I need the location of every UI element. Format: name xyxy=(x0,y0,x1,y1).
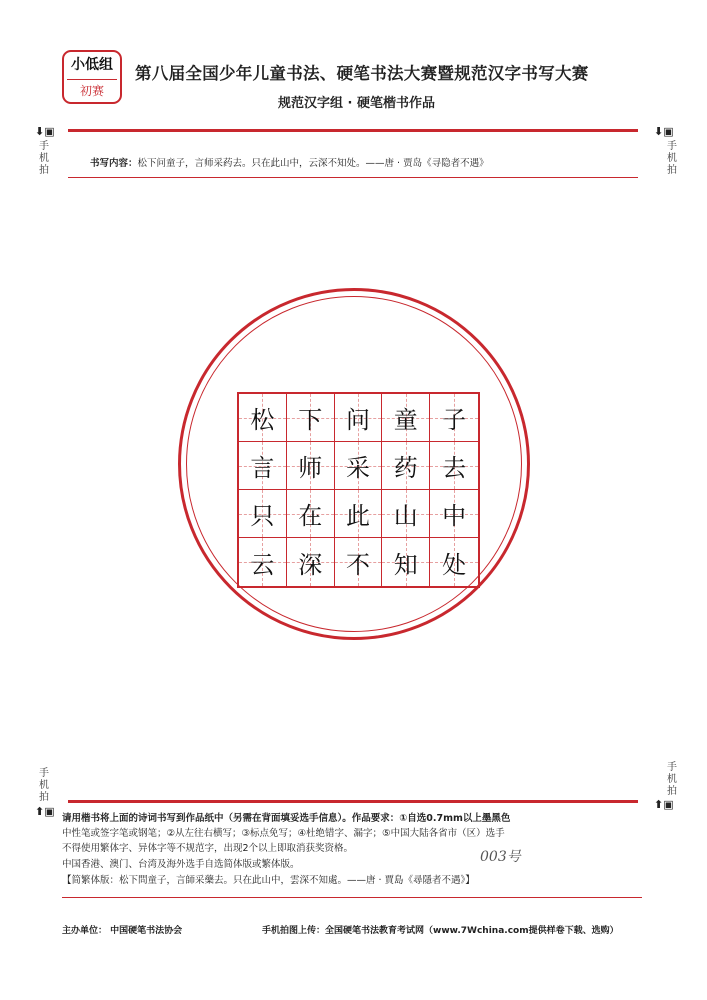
grid-cell xyxy=(430,538,478,586)
grid-cell xyxy=(287,442,335,490)
calligraphy-grid xyxy=(237,392,480,588)
grid-cell xyxy=(287,490,335,538)
grid-char: 只 xyxy=(250,502,275,530)
grid-cell xyxy=(382,394,430,442)
phone-photo-label-right-top: 手机拍 xyxy=(667,141,677,176)
writing-content-label: 书写内容： xyxy=(90,158,138,169)
grid-char: 采 xyxy=(345,454,370,482)
camera-icon: ⬆▣ xyxy=(35,805,55,818)
phone-photo-label-left-top: 手机拍 xyxy=(39,141,49,176)
grid-char: 下 xyxy=(298,406,323,434)
instructions-line-1: 请用楷书将上面的诗词书写到作品纸中（另需在背面填妥选手信息）。作品要求：①自选0.7mm以上墨黑色 xyxy=(62,813,511,824)
group-badge xyxy=(62,50,122,104)
grid-cell xyxy=(430,394,478,442)
grid-cell xyxy=(382,538,430,586)
grid-cell xyxy=(239,442,287,490)
grid-char: 师 xyxy=(298,454,323,482)
grid-char: 药 xyxy=(393,454,418,482)
grid-char: 中 xyxy=(442,502,467,530)
camera-icon: ⬆▣ xyxy=(654,798,674,811)
grid-cell xyxy=(335,442,383,490)
grid-cell xyxy=(335,538,383,586)
grid-cell xyxy=(239,490,287,538)
instructions-line-2: 中性笔或签字笔或钢笔；②从左往右横写；③标点免写；④杜绝错字、漏字；⑤中国大陆各省市（区）选手 xyxy=(62,828,505,839)
badge-group-label: 小低组 xyxy=(71,57,113,73)
grid-char: 去 xyxy=(442,454,467,482)
instructions-divider xyxy=(62,897,642,898)
grid-char: 山 xyxy=(393,502,418,530)
badge-divider xyxy=(67,79,117,80)
content-underline xyxy=(68,177,638,178)
grid-cell xyxy=(335,394,383,442)
grid-char: 深 xyxy=(298,550,323,579)
badge-round-label: 初赛 xyxy=(79,84,104,98)
phone-photo-label-right-bottom: 手机拍 xyxy=(667,762,677,797)
grid-char: 云 xyxy=(250,550,275,579)
grid-cell xyxy=(239,538,287,586)
grid-char: 知 xyxy=(393,550,418,579)
grid-char: 不 xyxy=(345,550,370,579)
grid-char: 松 xyxy=(250,406,275,434)
camera-icon: ⬇▣ xyxy=(654,125,674,138)
grid-char: 处 xyxy=(442,550,467,579)
instructions-line-4: 中国香港、澳门、台湾及海外选手自选简体版或繁体版。 xyxy=(62,859,300,870)
grid-cell xyxy=(287,394,335,442)
grid-char: 在 xyxy=(298,502,323,530)
handwritten-number: 003号 xyxy=(480,849,521,865)
grid-char: 童 xyxy=(393,406,418,434)
footer-organizer: 主办单位： 中国硬笔书法协会 xyxy=(62,926,183,936)
grid-cell xyxy=(335,490,383,538)
instructions-line-5: 【简繁体版：松下問童子，言師采藥去。只在此山中，雲深不知處。——唐 · 賈島《尋隱者不遇》】 xyxy=(62,875,475,886)
grid-char: 此 xyxy=(345,502,370,530)
writing-content xyxy=(90,155,489,169)
writing-content-text: 松下问童子，言师采药去。只在此山中，云深不知处。——唐 · 贾岛《寻隐者不遇》 xyxy=(137,158,489,169)
phone-photo-label-left-bottom: 手机拍 xyxy=(39,768,49,803)
instructions-line-3: 不得使用繁体字、异体字等不规范字，出现2个以上即取消获奖资格。 xyxy=(62,843,354,854)
bottom-border-line xyxy=(68,800,638,803)
grid-cell xyxy=(430,490,478,538)
page-title: 第八届全国少年儿童书法、硬笔书法大赛暨规范汉字书写大赛 xyxy=(135,64,589,83)
grid-char: 子 xyxy=(442,406,467,434)
camera-icon: ⬇▣ xyxy=(35,125,55,138)
grid-cell xyxy=(382,490,430,538)
grid-cell xyxy=(287,538,335,586)
footer-upload-info: 手机拍图上传：全国硬笔书法教育考试网（www.7Wchina.com提供样卷下载、选购） xyxy=(262,926,619,936)
grid-cell xyxy=(430,442,478,490)
grid-cell xyxy=(239,394,287,442)
grid-char: 言 xyxy=(250,454,275,482)
grid-char: 问 xyxy=(345,406,370,434)
top-border-line xyxy=(68,129,638,132)
page-subtitle: 规范汉字组 · 硬笔楷书作品 xyxy=(278,96,435,111)
grid-cell xyxy=(382,442,430,490)
